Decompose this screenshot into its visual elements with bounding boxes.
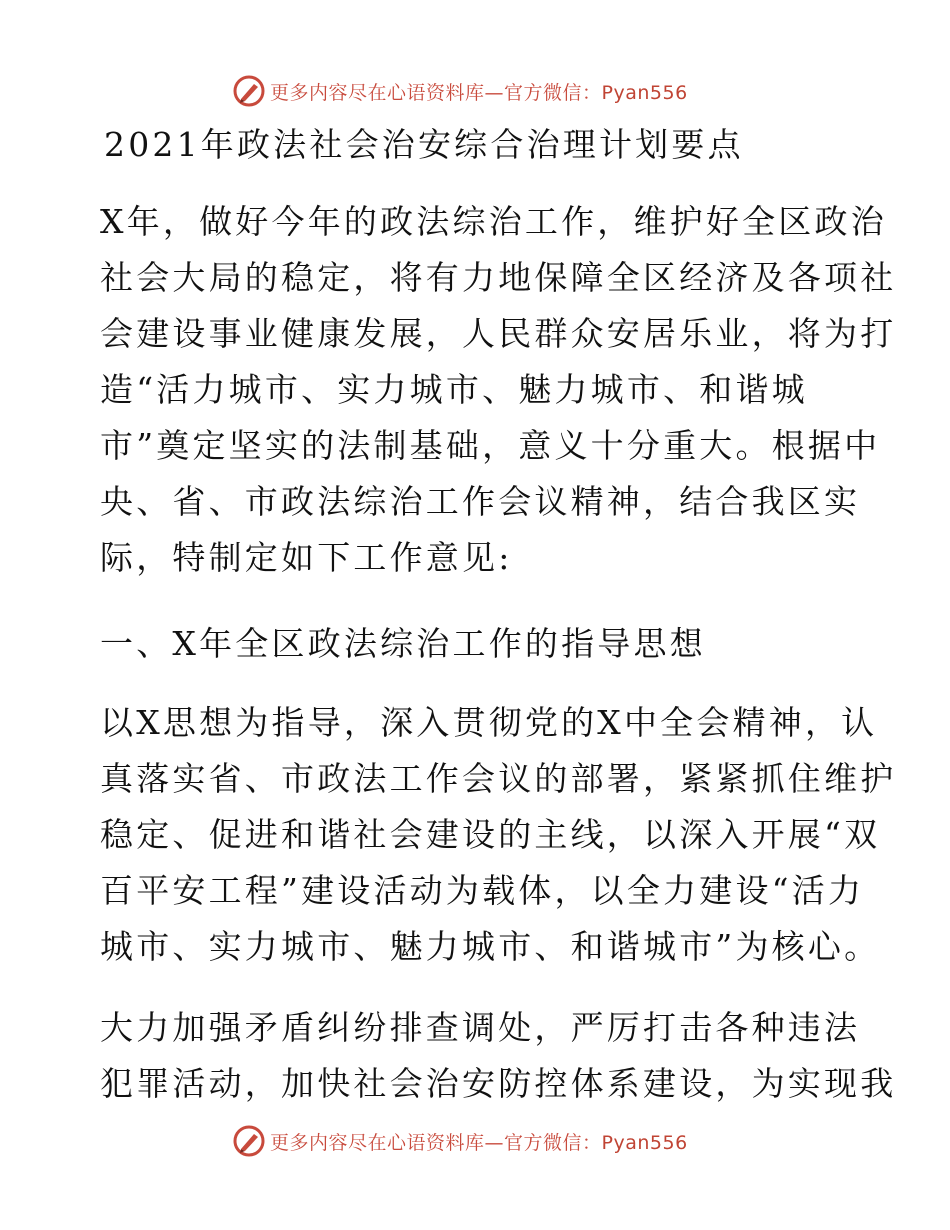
watermark-header xyxy=(232,71,688,111)
paragraph-line: 造“活力城市、实力城市、魅力城市、和谐城 xyxy=(100,370,808,409)
document-title: 2021年政法社会治安综合治理计划要点 xyxy=(104,125,744,164)
paragraph-line: 真落实省、市政法工作会议的部署，紧紧抓住维护 xyxy=(100,759,897,798)
paragraph-line: 际，特制定如下工作意见: xyxy=(100,538,513,577)
paragraph-line: X年，做好今年的政法综治工作，维护好全区政治 xyxy=(100,202,887,241)
paragraph-line: 稳定、促进和谐社会建设的主线，以深入开展“双 xyxy=(100,815,881,854)
paragraph-line: 央、省、市政法综治工作会议精神，结合我区实 xyxy=(100,482,861,521)
paragraph-line: 社会大局的稳定，将有力地保障全区经济及各项社 xyxy=(100,258,897,297)
paragraph-line: 犯罪活动，加快社会治安防控体系建设，为实现我 xyxy=(100,1064,897,1103)
watermark-footer xyxy=(232,1121,688,1161)
pen-logo-icon xyxy=(232,74,266,108)
paragraph-line: 百平安工程”建设活动为载体，以全力建设“活力 xyxy=(100,871,865,910)
section-heading: 一、X年全区政法综治工作的指导思想 xyxy=(100,624,706,663)
paragraph-line: 以X思想为指导，深入贯彻党的X中全会精神，认 xyxy=(100,703,878,742)
pen-logo-icon xyxy=(232,1124,266,1158)
paragraph-line: 大力加强矛盾纠纷排查调处，严厉打击各种违法 xyxy=(100,1008,861,1047)
watermark-text: 更多内容尽在心语资料库—官方微信：Pyan556 xyxy=(270,81,688,104)
paragraph-line: 会建设事业健康发展，人民群众安居乐业，将为打 xyxy=(100,314,897,353)
paragraph-line: 市”奠定坚实的法制基础，意义十分重大。根据中 xyxy=(100,426,881,465)
paragraph-line: 城市、实力城市、魅力城市、和谐城市”为核心。 xyxy=(100,927,881,966)
watermark-text: 更多内容尽在心语资料库—官方微信：Pyan556 xyxy=(270,1131,688,1154)
